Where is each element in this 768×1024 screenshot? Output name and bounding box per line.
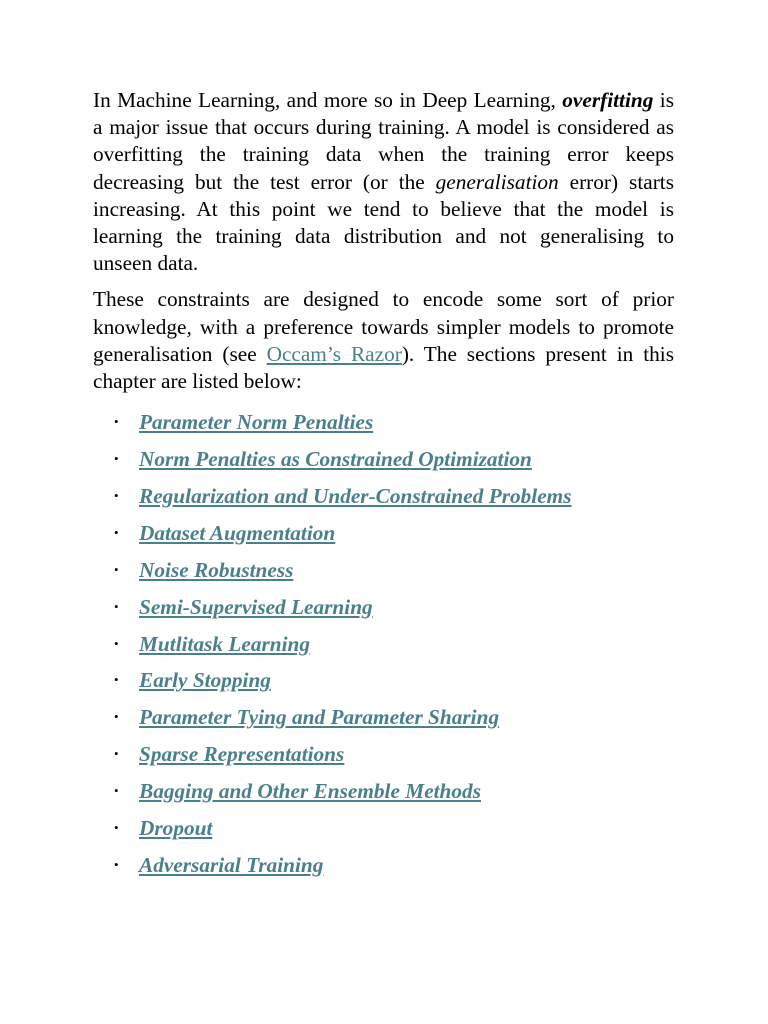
section-list-item (93, 441, 674, 478)
bullet-icon: • (114, 561, 119, 577)
term-overfitting: overfitting (562, 88, 654, 112)
section-list-item (93, 773, 674, 810)
term-generalisation: generalisation (435, 169, 559, 194)
section-link[interactable]: Mutlitask Learning (139, 631, 311, 656)
bullet-icon: • (114, 524, 119, 540)
constraints-text-2: ). The sections present in this chapter are listed below: (93, 341, 674, 394)
bullet-icon: • (114, 820, 119, 836)
section-list-item (93, 478, 674, 515)
bullet-icon: • (114, 746, 119, 762)
constraints-paragraph (93, 286, 674, 395)
intro-paragraph (93, 87, 674, 277)
section-list-item (93, 589, 674, 626)
section-link[interactable]: Dataset Augmentation (139, 520, 336, 545)
occams-razor-link[interactable]: Occam’s Razor (266, 341, 402, 366)
section-link[interactable]: Bagging and Other Ensemble Methods (139, 779, 481, 804)
section-link[interactable]: Dropout (139, 816, 213, 841)
section-link[interactable]: Adversarial Training (139, 852, 324, 877)
section-list (93, 404, 674, 884)
bullet-icon: • (114, 451, 119, 467)
section-link[interactable]: Sparse Representations (139, 742, 345, 767)
section-list-item (93, 515, 674, 552)
bullet-icon: • (114, 672, 119, 688)
document-page (93, 87, 674, 884)
section-list-item (93, 552, 674, 589)
bullet-icon: • (114, 856, 119, 872)
section-list-item (93, 404, 674, 441)
section-link[interactable]: Early Stopping (139, 668, 271, 693)
section-link[interactable]: Semi-Supervised Learning (139, 594, 373, 619)
section-list-item (93, 736, 674, 773)
section-link[interactable]: Regularization and Under-Constrained Problems (139, 484, 572, 509)
intro-text-3: error) starts increasing. At this point we tend to believe that the model is learning the training data distribution and not generalising to unseen data. (93, 169, 675, 276)
bullet-icon: • (114, 783, 119, 799)
constraints-text-1: These constraints are designed to encode some sort of prior knowledge, with a preference towards simpler models to promote generalisation (see (93, 287, 674, 366)
intro-text-1: In Machine Learning, and more so in Deep Learning, (93, 88, 563, 112)
section-link[interactable]: Noise Robustness (139, 557, 294, 582)
bullet-icon: • (114, 488, 119, 504)
section-link[interactable]: Parameter Norm Penalties (139, 410, 374, 435)
section-link[interactable]: Norm Penalties as Constrained Optimization (139, 447, 532, 472)
section-link[interactable]: Parameter Tying and Parameter Sharing (139, 705, 500, 730)
section-list-item (93, 810, 674, 847)
bullet-icon: • (114, 635, 119, 651)
section-list-item (93, 662, 674, 699)
section-list-item (93, 626, 674, 663)
section-list-item (93, 847, 674, 884)
section-list-item (93, 699, 674, 736)
bullet-icon: • (114, 598, 119, 614)
intro-text-2: is a major issue that occurs during training. A model is considered as overfitting the training data when the training error keeps decreasing but the test error (or the (93, 88, 675, 194)
bullet-icon: • (114, 709, 119, 725)
bullet-icon: • (114, 414, 119, 430)
